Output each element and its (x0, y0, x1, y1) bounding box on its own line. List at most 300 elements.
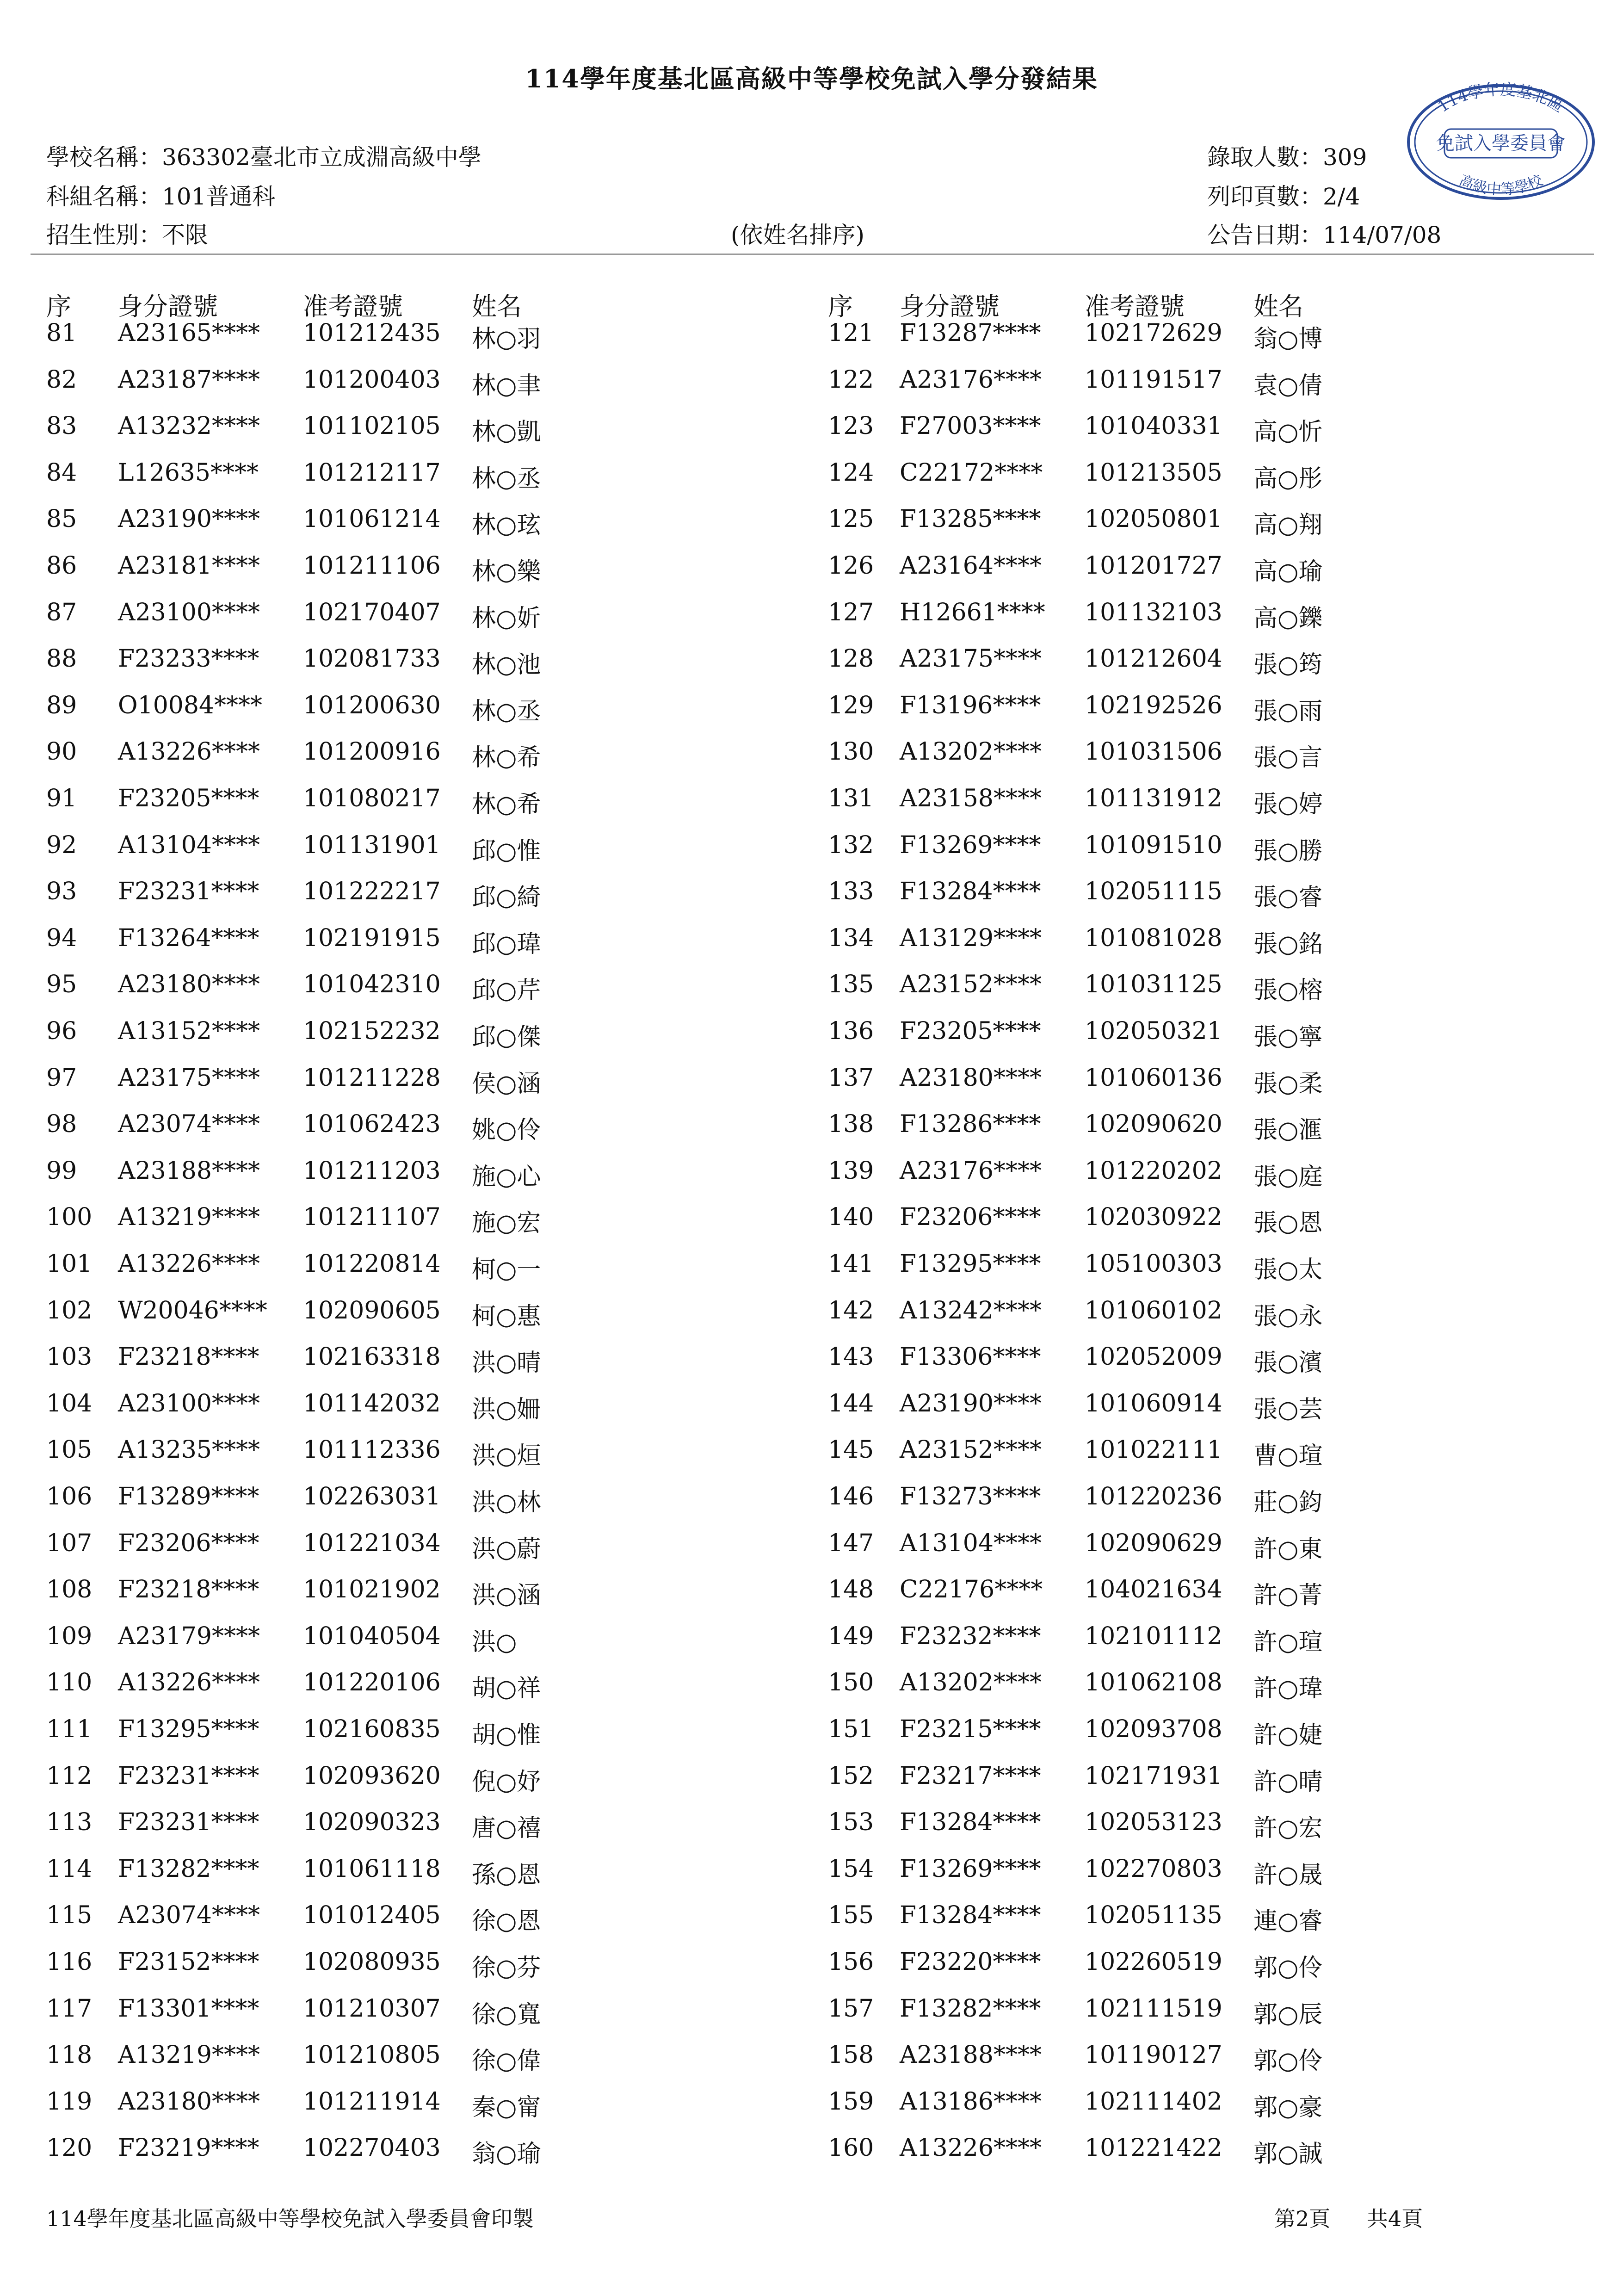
id-cell: F23220**** (900, 1948, 1041, 1976)
seq-cell: 141 (828, 1250, 874, 1278)
table-row (0, 1622, 1623, 1664)
table-row (0, 599, 1623, 640)
name-cell: 徐○寬 (472, 2000, 541, 2029)
exam-cell: 101131912 (1085, 785, 1222, 812)
table-row (0, 1110, 1623, 1152)
id-cell: H12661**** (900, 598, 1045, 626)
gender: 招生性別：不限 (46, 222, 208, 248)
svg-text:免試入學委員會: 免試入學委員會 (1436, 133, 1566, 154)
id-cell: F23205**** (900, 1017, 1041, 1045)
exam-cell: 102170407 (303, 598, 441, 626)
id-cell: A23181**** (118, 552, 260, 580)
seq-cell: 101 (46, 1250, 93, 1278)
name-cell: 孫○恩 (472, 1861, 541, 1889)
seq-cell: 96 (46, 1017, 77, 1045)
id-cell: A13104**** (900, 1529, 1042, 1557)
id-cell: A23190**** (118, 505, 260, 533)
id-cell: F13269**** (900, 831, 1041, 859)
seq-cell: 157 (828, 1994, 874, 2023)
table-row (0, 1157, 1623, 1199)
seq-cell: 148 (828, 1576, 874, 1604)
name-cell: 徐○偉 (472, 2047, 541, 2075)
seq-cell: 159 (828, 2087, 874, 2116)
committee-seal (1404, 81, 1598, 204)
exam-cell: 101080217 (303, 785, 441, 812)
name-cell: 張○筠 (1253, 651, 1323, 679)
id-cell: F23206**** (900, 1203, 1041, 1232)
announce-date: 公告日期：114/07/08 (1207, 222, 1442, 248)
name-cell: 袁○倩 (1253, 371, 1323, 400)
seq-cell: 126 (828, 552, 874, 580)
col-id-left: 身分證號 (118, 292, 218, 321)
sort-note: (依姓名排序) (731, 222, 865, 248)
seq-cell: 97 (46, 1064, 77, 1092)
col-name-left: 姓名 (472, 292, 522, 321)
id-cell: A23175**** (118, 1064, 260, 1092)
seq-cell: 142 (828, 1296, 874, 1324)
name-cell: 林○樂 (472, 558, 541, 586)
seq-cell: 107 (46, 1529, 93, 1557)
table-row (0, 645, 1623, 687)
exam-cell: 102053123 (1085, 1808, 1222, 1837)
table-row (0, 412, 1623, 454)
id-cell: F13289**** (118, 1483, 259, 1510)
name-cell: 邱○傑 (472, 1023, 541, 1051)
seq-cell: 130 (828, 738, 874, 766)
seq-cell: 123 (828, 412, 874, 440)
id-cell: A23176**** (900, 1157, 1042, 1185)
id-cell: A23187**** (118, 365, 260, 394)
name-cell: 邱○惟 (472, 837, 541, 865)
id-cell: A23180**** (900, 1064, 1042, 1092)
name-cell: 施○心 (472, 1163, 541, 1191)
col-seq-right: 序 (828, 292, 853, 321)
exam-cell: 101190127 (1085, 2041, 1222, 2069)
id-cell: A23152**** (900, 971, 1042, 999)
id-cell: A13226**** (118, 1669, 260, 1697)
id-cell: F13286**** (900, 1110, 1041, 1139)
exam-cell: 101021902 (303, 1576, 441, 1604)
exam-cell: 101200403 (303, 365, 441, 394)
name-cell: 侯○涵 (472, 1070, 541, 1098)
id-cell: A13226**** (118, 1250, 260, 1278)
id-cell: F13301**** (118, 1994, 259, 2023)
table-row (0, 1855, 1623, 1897)
name-cell: 洪○涵 (472, 1582, 541, 1610)
name-cell: 許○晟 (1253, 1861, 1323, 1889)
seq-cell: 134 (828, 924, 874, 952)
name-cell: 郭○誠 (1253, 2140, 1323, 2168)
exam-cell: 102111402 (1085, 2087, 1222, 2116)
name-cell: 林○妡 (472, 604, 541, 632)
id-cell: A13202**** (900, 738, 1042, 766)
id-cell: F13284**** (900, 1808, 1041, 1837)
id-cell: A13219**** (118, 1203, 260, 1232)
table-row (0, 1948, 1623, 1990)
seq-cell: 129 (828, 691, 874, 719)
name-cell: 張○永 (1253, 1302, 1323, 1331)
seq-cell: 87 (46, 598, 77, 626)
id-cell: A13202**** (900, 1669, 1042, 1697)
table-row (0, 1762, 1623, 1804)
seq-cell: 83 (46, 412, 77, 440)
name-cell: 施○宏 (472, 1209, 541, 1238)
name-cell: 洪○ (472, 1628, 517, 1656)
exam-cell: 101212117 (303, 458, 441, 487)
id-cell: A13219**** (118, 2041, 260, 2069)
seq-cell: 143 (828, 1343, 874, 1371)
table-row (0, 1483, 1623, 1524)
name-cell: 邱○芹 (472, 977, 541, 1005)
table-row (0, 2088, 1623, 2129)
name-cell: 張○榕 (1253, 977, 1323, 1005)
seq-cell: 156 (828, 1948, 874, 1976)
seq-cell: 138 (828, 1110, 874, 1139)
exam-cell: 101042310 (303, 971, 441, 999)
exam-cell: 101062423 (303, 1110, 441, 1139)
col-exam-left: 准考證號 (303, 292, 403, 321)
name-cell: 翁○博 (1253, 325, 1323, 353)
name-cell: 洪○林 (472, 1489, 541, 1516)
seq-cell: 117 (46, 1994, 93, 2023)
exam-cell: 102080935 (303, 1948, 441, 1976)
seq-cell: 81 (46, 319, 77, 347)
name-cell: 郭○伶 (1253, 2047, 1323, 2075)
seq-cell: 116 (46, 1948, 93, 1976)
seq-cell: 139 (828, 1157, 874, 1185)
id-cell: A23176**** (900, 365, 1042, 394)
seq-cell: 113 (46, 1808, 93, 1837)
seq-cell: 114 (46, 1855, 93, 1883)
table-row (0, 552, 1623, 594)
exam-cell: 102192526 (1085, 691, 1222, 719)
seq-cell: 140 (828, 1203, 874, 1232)
exam-cell: 102260519 (1085, 1948, 1222, 1976)
id-cell: C22172**** (900, 458, 1043, 487)
id-cell: F23231**** (118, 1762, 259, 1790)
exam-cell: 101221422 (1085, 2134, 1222, 2162)
name-cell: 邱○瑋 (472, 930, 541, 958)
table-row (0, 924, 1623, 966)
name-cell: 連○睿 (1253, 1907, 1323, 1936)
exam-cell: 102093620 (303, 1762, 441, 1790)
id-cell: F13282**** (900, 1994, 1041, 2023)
exam-cell: 101132103 (1085, 598, 1222, 626)
id-cell: A23074**** (118, 1901, 260, 1930)
id-cell: F13282**** (118, 1855, 259, 1883)
id-cell: F13295**** (118, 1715, 259, 1743)
id-cell: A13242**** (900, 1296, 1042, 1324)
table-row (0, 1995, 1623, 2036)
header-divider (31, 254, 1594, 255)
exam-cell: 101102105 (303, 412, 441, 440)
table-row (0, 505, 1623, 547)
id-cell: A23165**** (118, 319, 260, 347)
seq-cell: 152 (828, 1762, 874, 1790)
id-cell: F23231**** (118, 878, 259, 906)
name-cell: 林○希 (472, 744, 541, 772)
id-cell: F23219**** (118, 2134, 259, 2162)
seq-cell: 137 (828, 1064, 874, 1092)
seq-cell: 105 (46, 1436, 93, 1464)
exam-cell: 102093708 (1085, 1715, 1222, 1743)
id-cell: F23205**** (118, 785, 259, 812)
exam-cell: 102171931 (1085, 1762, 1222, 1790)
seq-cell: 160 (828, 2134, 874, 2162)
exam-cell: 102191915 (303, 924, 441, 952)
id-cell: F23152**** (118, 1948, 259, 1976)
exam-cell: 102050321 (1085, 1017, 1222, 1045)
seq-cell: 93 (46, 878, 77, 906)
table-row (0, 1901, 1623, 1943)
seq-cell: 115 (46, 1901, 93, 1930)
table-row (0, 1343, 1623, 1385)
seq-cell: 125 (828, 505, 874, 533)
seq-cell: 147 (828, 1529, 874, 1557)
exam-cell: 102163318 (303, 1343, 441, 1371)
id-cell: F13306**** (900, 1343, 1041, 1371)
seq-cell: 104 (46, 1389, 93, 1417)
id-cell: A23074**** (118, 1110, 260, 1139)
name-cell: 許○宏 (1253, 1814, 1323, 1843)
table-row (0, 1576, 1623, 1617)
id-cell: F13284**** (900, 878, 1041, 906)
name-cell: 林○池 (472, 651, 541, 679)
seq-cell: 95 (46, 971, 77, 999)
exam-cell: 101012405 (303, 1901, 441, 1930)
table-row (0, 831, 1623, 873)
id-cell: A23180**** (118, 971, 260, 999)
exam-cell: 102050801 (1085, 505, 1222, 533)
name-cell: 郭○豪 (1253, 2093, 1323, 2122)
exam-cell: 101060914 (1085, 1389, 1222, 1417)
col-seq-left: 序 (46, 292, 71, 321)
name-cell: 邱○綺 (472, 884, 541, 912)
exam-cell: 101212604 (1085, 645, 1222, 673)
name-cell: 張○太 (1253, 1256, 1323, 1284)
exam-cell: 101060102 (1085, 1296, 1222, 1324)
table-row (0, 785, 1623, 826)
name-cell: 徐○恩 (472, 1907, 541, 1936)
seq-cell: 91 (46, 785, 77, 812)
table-row (0, 2134, 1623, 2176)
exam-cell: 102052009 (1085, 1343, 1222, 1371)
seq-cell: 86 (46, 552, 77, 580)
exam-cell: 101040504 (303, 1622, 441, 1650)
id-cell: F13287**** (900, 319, 1041, 347)
name-cell: 林○希 (472, 791, 541, 818)
seq-cell: 90 (46, 738, 77, 766)
seq-cell: 131 (828, 785, 874, 812)
name-cell: 胡○祥 (472, 1675, 541, 1703)
table-row (0, 1297, 1623, 1338)
id-cell: A23158**** (900, 785, 1042, 812)
name-cell: 林○丞 (472, 464, 541, 493)
exam-cell: 101200630 (303, 691, 441, 719)
id-cell: O10084**** (118, 691, 263, 719)
table-row (0, 1250, 1623, 1292)
table-row (0, 459, 1623, 501)
name-cell: 許○晴 (1253, 1768, 1323, 1796)
name-cell: 高○瑜 (1253, 558, 1323, 586)
id-cell: F23218**** (118, 1576, 259, 1604)
exam-cell: 101213505 (1085, 458, 1222, 487)
name-cell: 柯○惠 (472, 1302, 541, 1331)
exam-cell: 102090620 (1085, 1110, 1222, 1139)
name-cell: 林○聿 (472, 371, 541, 400)
name-cell: 洪○姍 (472, 1395, 541, 1423)
exam-cell: 102090605 (303, 1296, 441, 1324)
seq-cell: 98 (46, 1110, 77, 1139)
name-cell: 張○言 (1253, 744, 1323, 772)
id-cell: A13226**** (900, 2134, 1042, 2162)
seq-cell: 149 (828, 1622, 874, 1650)
name-cell: 林○丞 (472, 697, 541, 725)
exam-cell: 101031506 (1085, 738, 1222, 766)
exam-cell: 101222217 (303, 878, 441, 906)
footer-page: 第2頁 (1274, 2206, 1331, 2231)
seq-cell: 144 (828, 1389, 874, 1417)
name-cell: 徐○芬 (472, 1954, 541, 1982)
seq-cell: 121 (828, 319, 874, 347)
id-cell: W20046**** (118, 1296, 267, 1324)
table-row (0, 1808, 1623, 1850)
seq-cell: 106 (46, 1483, 93, 1510)
id-cell: A23175**** (900, 645, 1042, 673)
exam-cell: 101211203 (303, 1157, 441, 1185)
exam-cell: 101191517 (1085, 365, 1222, 394)
seq-cell: 112 (46, 1762, 93, 1790)
exam-cell: 101211107 (303, 1203, 441, 1232)
seq-cell: 109 (46, 1622, 93, 1650)
table-row (0, 1017, 1623, 1059)
id-cell: A13129**** (900, 924, 1042, 952)
id-cell: F13285**** (900, 505, 1041, 533)
id-cell: F23206**** (118, 1529, 259, 1557)
exam-cell: 101220236 (1085, 1483, 1222, 1510)
name-cell: 張○寧 (1253, 1023, 1323, 1051)
seq-cell: 111 (46, 1715, 93, 1743)
name-cell: 洪○烜 (472, 1442, 541, 1470)
name-cell: 高○忻 (1253, 418, 1323, 446)
name-cell: 倪○妤 (472, 1768, 541, 1796)
exam-cell: 101210805 (303, 2041, 441, 2069)
id-cell: A23188**** (118, 1157, 260, 1185)
seq-cell: 100 (46, 1203, 93, 1232)
seq-cell: 82 (46, 365, 77, 394)
exam-cell: 102270403 (303, 2134, 441, 2162)
table-row (0, 319, 1623, 361)
table-row (0, 692, 1623, 733)
id-cell: F23232**** (900, 1622, 1041, 1650)
id-cell: C22176**** (900, 1576, 1043, 1604)
id-cell: F13284**** (900, 1901, 1041, 1930)
name-cell: 高○翔 (1253, 511, 1323, 539)
name-cell: 許○東 (1253, 1535, 1323, 1563)
id-cell: A23164**** (900, 552, 1042, 580)
name-cell: 張○雨 (1253, 697, 1323, 725)
exam-cell: 102172629 (1085, 319, 1222, 347)
id-cell: A23188**** (900, 2041, 1042, 2069)
table-row (0, 1529, 1623, 1571)
id-cell: A13232**** (118, 412, 260, 440)
table-row (0, 971, 1623, 1012)
exam-cell: 101220106 (303, 1669, 441, 1697)
name-cell: 郭○伶 (1253, 1954, 1323, 1982)
seq-cell: 151 (828, 1715, 874, 1743)
col-name-right: 姓名 (1253, 292, 1303, 321)
name-cell: 秦○甯 (472, 2093, 541, 2122)
exam-cell: 102030922 (1085, 1203, 1222, 1232)
footer-printer: 114學年度基北區高級中等學校免試入學委員會印製 (46, 2206, 534, 2231)
seq-cell: 133 (828, 878, 874, 906)
exam-cell: 101022111 (1085, 1436, 1222, 1464)
id-cell: F23217**** (900, 1762, 1041, 1790)
exam-cell: 101200916 (303, 738, 441, 766)
name-cell: 姚○伶 (472, 1116, 541, 1145)
seq-cell: 88 (46, 645, 77, 673)
name-cell: 許○婕 (1253, 1721, 1323, 1749)
exam-cell: 101220202 (1085, 1157, 1222, 1185)
id-cell: F23231**** (118, 1808, 259, 1837)
id-cell: A13186**** (900, 2087, 1042, 2116)
table-row (0, 1390, 1623, 1431)
seq-cell: 124 (828, 458, 874, 487)
name-cell: 張○濱 (1253, 1349, 1323, 1377)
seq-cell: 108 (46, 1576, 93, 1604)
table-row (0, 1715, 1623, 1757)
exam-cell: 101211914 (303, 2087, 441, 2116)
exam-cell: 102101112 (1085, 1622, 1222, 1650)
name-cell: 張○庭 (1253, 1163, 1323, 1191)
name-cell: 胡○惟 (472, 1721, 541, 1749)
table-row (0, 1436, 1623, 1478)
table-row (0, 878, 1623, 919)
id-cell: A23179**** (118, 1622, 260, 1650)
name-cell: 張○柔 (1253, 1070, 1323, 1098)
print-pages: 列印頁數：2/4 (1207, 183, 1360, 210)
seq-cell: 84 (46, 458, 77, 487)
exam-cell: 105100303 (1085, 1250, 1222, 1278)
name-cell: 張○睿 (1253, 884, 1323, 912)
exam-cell: 101220814 (303, 1250, 441, 1278)
name-cell: 翁○瑜 (472, 2140, 541, 2168)
exam-cell: 102081733 (303, 645, 441, 673)
name-cell: 許○瑄 (1253, 1628, 1323, 1656)
exam-cell: 102263031 (303, 1483, 441, 1510)
seq-cell: 146 (828, 1483, 874, 1510)
exam-cell: 101040331 (1085, 412, 1222, 440)
id-cell: A23180**** (118, 2087, 260, 2116)
id-cell: F13295**** (900, 1250, 1041, 1278)
name-cell: 洪○晴 (472, 1349, 541, 1377)
table-row (0, 1203, 1623, 1245)
exam-cell: 101031125 (1085, 971, 1222, 999)
id-cell: L12635**** (118, 458, 259, 487)
svg-text:高級中等學校: 高級中等學校 (1456, 171, 1545, 198)
table-row (0, 2041, 1623, 2083)
name-cell: 郭○辰 (1253, 2000, 1323, 2029)
name-cell: 張○銘 (1253, 930, 1323, 958)
seq-cell: 92 (46, 831, 77, 859)
seq-cell: 155 (828, 1901, 874, 1930)
table-row (0, 366, 1623, 408)
seq-cell: 154 (828, 1855, 874, 1883)
table-row (0, 1064, 1623, 1106)
seq-cell: 102 (46, 1296, 93, 1324)
name-cell: 林○玹 (472, 511, 541, 539)
id-cell: A23100**** (118, 598, 260, 626)
